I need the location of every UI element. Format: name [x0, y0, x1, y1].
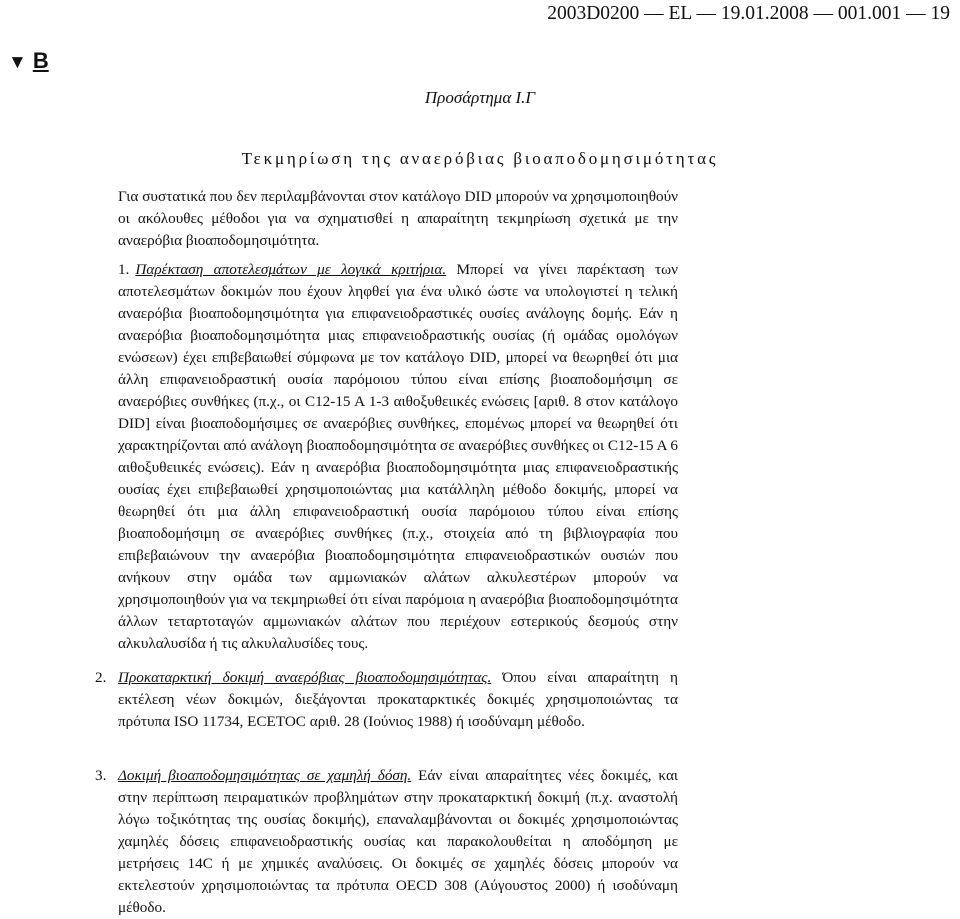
list-item	[118, 259, 678, 655]
item-text: Μπορεί να γίνει παρέκταση των αποτελεσμάτων δοκιμών που έχουν ληφθεί για ένα υλικό ώστε να υπολογιστεί η τελική αναερόβια βιοαποδομησιμότητα για επιφανειοδραστικές ουσίες ανάλογης δομής. Εάν η αναερόβια βιοαποδομησιμότητα μιας επιφανειοδραστικής ουσίας (ή ομάδας ομολόγων ενώσεων) έχει επιβεβαιωθεί σύμφωνα με τον κατάλογο DID, μπορεί να θεωρηθεί ότι μια άλλη επιφανειοδραστική ουσία παρόμοιου τύπου είναι επίσης βιοαποδομήσιμη σε αναερόβιες συνθήκες (π.χ., οι C12-15 A 1-3 αιθοξυθειικές ενώσεις [αριθ. 8 στον κατάλογο DID] είναι βιοαποδομήσιμες σε αναερόβιες συνθήκες, επομένως μπορεί να θεωρηθεί ότι χαρακτηρίζονται από ανάλογη βιοαποδομησιμότητα σε αναερόβιες συνθήκες οι C12-15 A 6 αιθοξυθειικές ενώσεις). Εάν η αναερόβια βιοαποδομησιμότητα μιας επιφανειοδραστικής ουσίας έχει επιβεβαιωθεί χρησιμοποιώντας μια κατάλληλη μέθοδο δοκιμής, μπορεί να θεωρηθεί ότι μια άλλη επιφανειοδραστική ουσία παρόμοιου τύπου είναι επίσης βιοαποδομήσιμη σε αναερόβιες συνθήκες (π.χ., στοιχεία από τη βιβλιογραφία που επιβεβαιώνουν την αναερόβια βιοαποδομησιμότητα επιφανειοδραστικών ουσιών που ανήκουν στην ομάδα των αμμωνιακών αλάτων αλκυλεστέρων μπορούν να χρησιμοποιηθούν για να τεκμηριωθεί ότι είναι παρόμοια η αναερόβια βιοαποδομησιμότητα άλλων τεταρτοταγών αμμωνιακών αλάτων που περιέχουν εστερικούς δεσμούς στην αλκυλαλυσίδα ή τις αλκυλαλυσίδες τους.	[118, 261, 679, 652]
page-header: 2003D0200 — EL — 19.01.2008 — 001.001 — 19	[547, 3, 950, 24]
item-heading: Προκαταρκτική δοκιμή αναερόβιας βιοαποδομησιμότητας.	[118, 669, 492, 686]
item-text: Όπου είναι απαραίτητη η εκτέλεση νέων δοκιμών, διεξάγονται προκαταρκτικές δοκιμές χρησιμοποιώντας τα πρότυπα ISO 11734, ECETOC αριθ. 28 (Ιούνιος 1988) ή ισοδύναμη μέθοδο.	[118, 669, 678, 730]
item-heading: Δοκιμή βιοαποδομησιμότητας σε χαμηλή δόση.	[118, 767, 412, 784]
intro-paragraph: Για συστατικά που δεν περιλαμβάνονται στον κατάλογο DID μπορούν να χρησιμοποιηθούν οι ακόλουθες μέθοδοι για να σχηματισθεί η απαραίτητη τεκμηρίωση σχετικά με την αναερόβια βιοαποδομησιμότητα.	[118, 188, 678, 249]
amendment-marker-letter[interactable]: B	[32, 48, 49, 73]
item-number: 2.	[95, 669, 107, 686]
list-item	[95, 765, 678, 919]
amendment-marker	[8, 48, 49, 76]
annex-title: Προσάρτημα I.Γ	[424, 88, 536, 107]
item-text: Εάν είναι απαραίτητες νέες δοκιμές, και στην περίπτωση πειραματικών προβλημάτων στην προκαταρκτική δοκιμή (π.χ. αναστολή λόγω τοξικότητας της ουσίας δοκιμής), επαναλαμβάνονται οι δοκιμές χρησιμοποιώντας χαμηλές δόσεις επιφανειοδραστικής ουσίας και παρακολουθείται η αποδόμηση με μετρήσεις 14C ή με χημικές αναλύσεις. Οι δοκιμές σε χαμηλές δόσεις μπορούν να εκτελεστούν χρησιμοποιώντας τα πρότυπα OECD 308 (Αύγουστος 2000) ή ισοδύναμη μέθοδο.	[118, 767, 678, 916]
item-number: 1.	[118, 261, 130, 278]
section-title: Τεκμηρίωση της αναερόβιας βιοαποδομησιμότητας	[241, 149, 719, 168]
triangle-down-icon: ▼	[8, 52, 27, 73]
list-item	[95, 667, 678, 733]
item-heading: Παρέκταση αποτελεσμάτων με λογικά κριτήρια.	[135, 261, 447, 278]
item-number: 3.	[95, 767, 107, 784]
